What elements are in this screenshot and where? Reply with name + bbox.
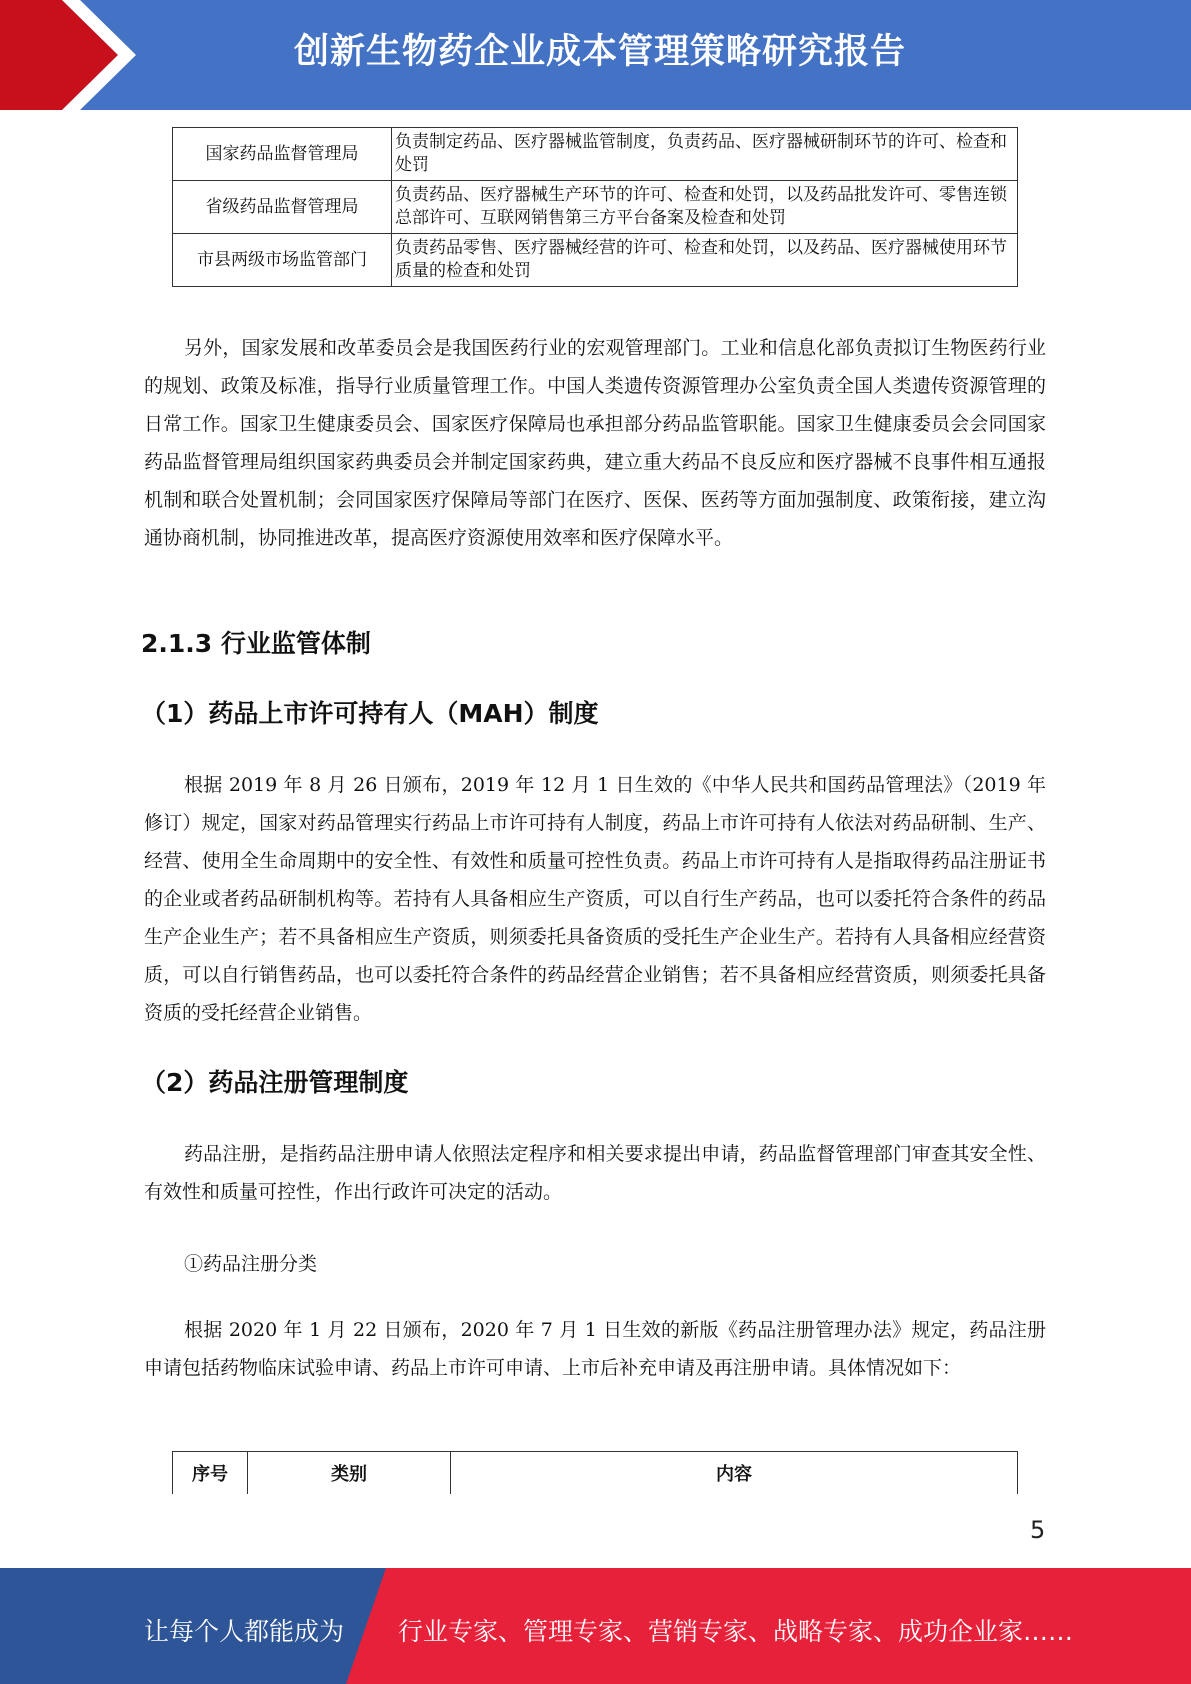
paragraph-macro-management: 另外，国家发展和改革委员会是我国医药行业的宏观管理部门。工业和信息化部负责拟订生物医药行业的规划、政策及标准，指导行业质量管理工作。中国人类遗传资源管理办公室负责全国人类遗传资源管理的日常工作。国家卫生健康委员会、国家医疗保障局也承担部分药品监管职能。国家卫生健康委员会会同国家药品监督管理局组织国家药典委员会并制定国家药典，建立重大药品不良反应和医疗器械不良事件相互通报机制和联合处置机制；会同国家医疗保障局等部门在医疗、医保、医药等方面加强制度、政策衔接，建立沟通协商机制，协同推进改革，提高医疗资源使用效率和医疗保障水平。 — [144, 337, 1046, 549]
table-row — [173, 181, 1018, 234]
page-footer — [0, 1568, 1191, 1684]
org-cell: 省级药品监督管理局 — [173, 181, 392, 234]
registration-table — [172, 1451, 1018, 1494]
duty-cell: 负责药品零售、医疗器械经营的许可、检查和处罚，以及药品、医疗器械使用环节质量的检查和处罚 — [392, 234, 1018, 287]
table-header-row — [173, 1452, 1018, 1495]
paragraph-registration-rules: 根据 2020 年 1 月 22 日颁布，2020 年 7 月 1 日生效的新版《药品注册管理办法》规定，药品注册申请包括药物临床试验申请、药品上市许可申请、上市后补充申请及再注册申请。具体情况如下： — [144, 1319, 1046, 1379]
footer-slogan-right: 行业专家、管理专家、营销专家、战略专家、成功企业家…… — [398, 1617, 1074, 1646]
list-item-registration-category: ①药品注册分类 — [184, 1253, 318, 1275]
column-header-content: 内容 — [451, 1452, 1018, 1495]
section-heading-2-1-3: 2.1.3 行业监管体制 — [141, 629, 371, 658]
page-number: 5 — [1030, 1516, 1046, 1544]
footer-slogan-left: 让每个人都能成为 — [144, 1617, 345, 1646]
org-cell: 国家药品监督管理局 — [173, 128, 392, 181]
table-row — [173, 128, 1018, 181]
org-cell: 市县两级市场监管部门 — [173, 234, 392, 287]
subheading-registration: （2）药品注册管理制度 — [141, 1068, 409, 1097]
paragraph-registration-definition: 药品注册，是指药品注册申请人依照法定程序和相关要求提出申请，药品监督管理部门审查其安全性、有效性和质量可控性，作出行政许可决定的活动。 — [144, 1143, 1046, 1203]
column-header-index: 序号 — [173, 1452, 248, 1495]
duty-cell: 负责药品、医疗器械生产环节的许可、检查和处罚，以及药品批发许可、零售连锁总部许可、互联网销售第三方平台备案及检查和处罚 — [392, 181, 1018, 234]
paragraph-mah: 根据 2019 年 8 月 26 日颁布，2019 年 12 月 1 日生效的《中华人民共和国药品管理法》（2019 年修订）规定，国家对药品管理实行药品上市许可持有人制度，药品上市许可持有人依法对药品研制、生产、经营、使用全生命周期中的安全性、有效性和质量可控性负责。药品上市许可持有人是指取得药品注册证书的企业或者药品研制机构等。若持有人具备相应生产资质，可以自行生产药品，也可以委托符合条件的药品生产企业生产；若不具备相应生产资质，则须委托具备资质的受托生产企业生产。若持有人具备相应经营资质，可以自行销售药品，也可以委托符合条件的药品经营企业销售；若不具备相应经营资质，则须委托具备资质的受托经营企业销售。 — [144, 774, 1046, 1024]
header-chevron-decoration — [0, 0, 150, 110]
regulator-duty-table — [172, 127, 1018, 287]
page-header — [0, 0, 1191, 110]
report-title: 创新生物药企业成本管理策略研究报告 — [293, 32, 906, 72]
column-header-category: 类别 — [248, 1452, 451, 1495]
subheading-mah: （1）药品上市许可持有人（MAH）制度 — [141, 699, 599, 728]
duty-cell: 负责制定药品、医疗器械监管制度，负责药品、医疗器械研制环节的许可、检查和处罚 — [392, 128, 1018, 181]
table-row — [173, 234, 1018, 287]
